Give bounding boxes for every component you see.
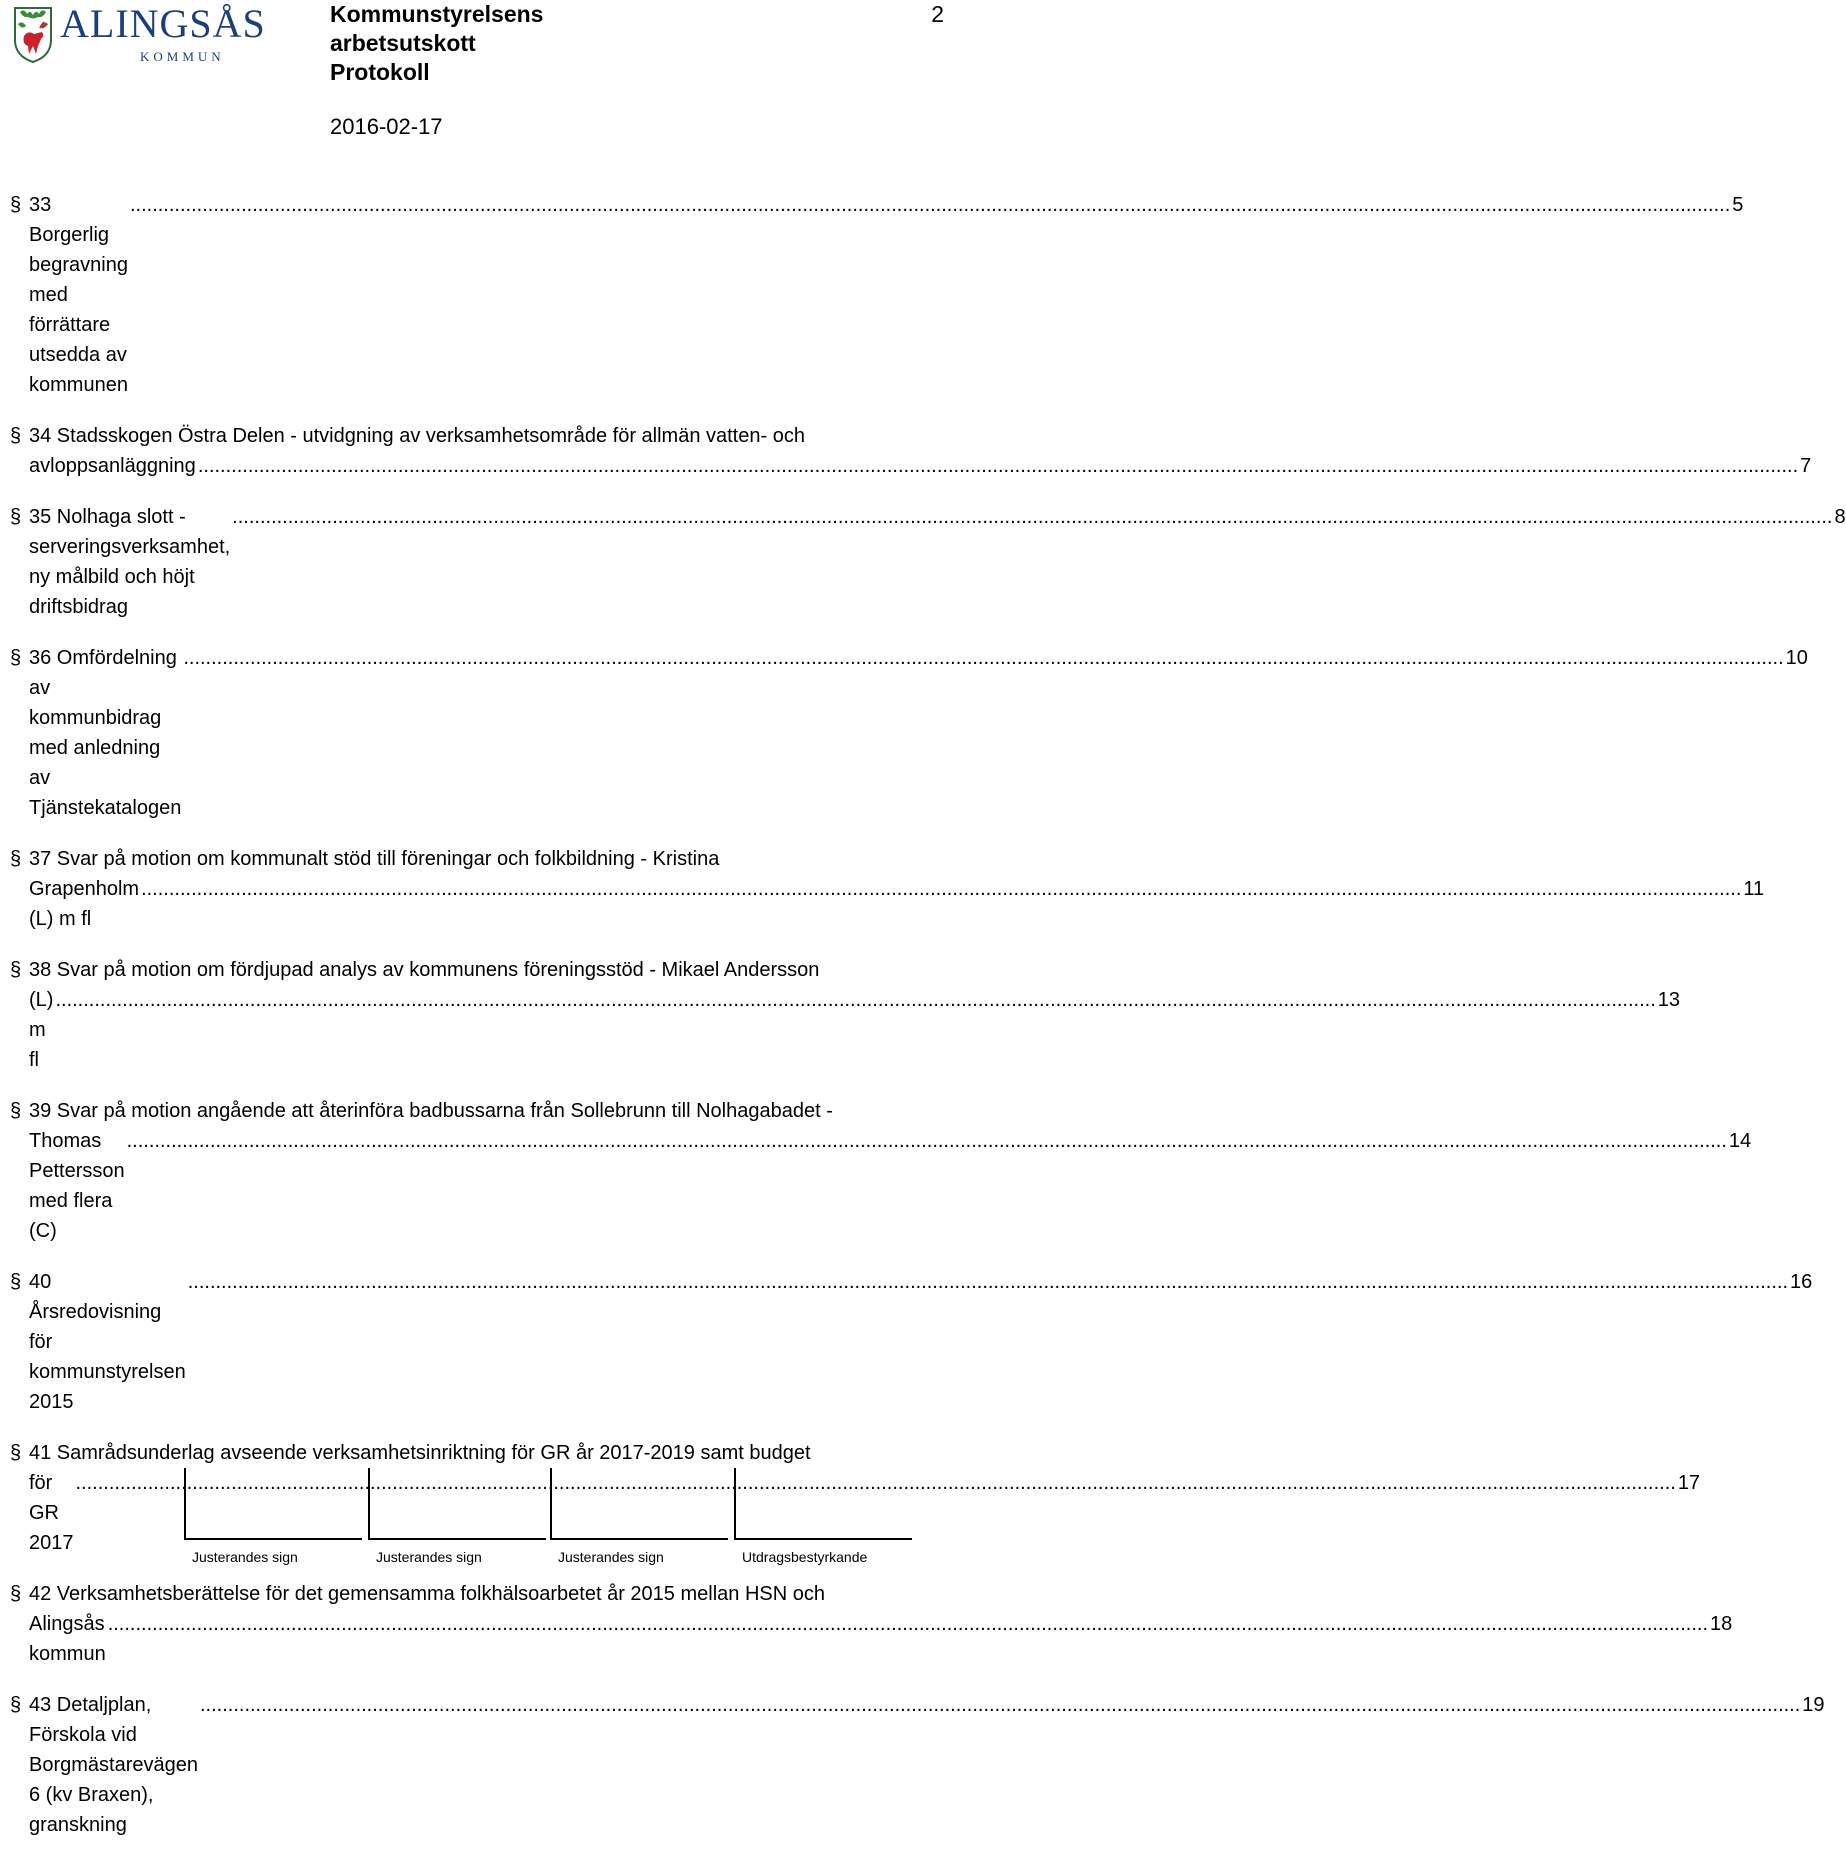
toc-entry-text: 40 Årsredovisning för kommunstyrelsen 2015: [29, 1267, 186, 1417]
toc-entry-text: Grapenholm (L) m fl: [29, 874, 139, 934]
signature-divider: [368, 1468, 370, 1538]
toc-entry-body: [29, 1267, 1812, 1417]
toc-entry[interactable]: [10, 955, 1681, 1075]
toc-entry-text: Thomas Pettersson med flera (C): [29, 1126, 125, 1246]
toc-leader-line: [29, 1690, 1825, 1840]
section-mark-icon: §: [10, 848, 22, 870]
dot-leader: [198, 451, 1798, 481]
toc-page-number: 5: [1732, 194, 1744, 216]
section-mark-icon: §: [10, 194, 22, 216]
toc-entry-text: för GR 2017: [29, 1468, 74, 1558]
toc-entry-text: 37 Svar på motion om kommunalt stöd till föreningar och folkbildning - Kristina: [29, 848, 720, 870]
signature-divider: [734, 1468, 736, 1538]
toc-entry-body: [29, 502, 1846, 622]
toc-entry[interactable]: [10, 421, 1812, 481]
toc-entry[interactable]: [10, 1267, 1813, 1417]
certification-box: [734, 1468, 914, 1587]
signature-box: [550, 1468, 730, 1587]
dot-leader: [108, 1609, 1708, 1639]
toc-entry-body: [29, 1690, 1825, 1840]
toc-entry-body: [29, 844, 1764, 934]
logo-wordmark: ALINGSÅS: [60, 1, 266, 46]
signature-box: [184, 1468, 364, 1587]
signature-divider: [184, 1468, 186, 1538]
section-mark-icon: §: [10, 506, 22, 528]
dot-leader: [130, 190, 1730, 220]
toc-entry-text: 35 Nolhaga slott - serveringsverksamhet, ny målbild och höjt driftsbidrag: [29, 502, 230, 622]
toc-page-number: 7: [1800, 455, 1812, 477]
toc-entry-body: [29, 643, 1808, 823]
dot-leader: [232, 502, 1832, 532]
signature-divider: [550, 1468, 552, 1538]
toc-entry-text: 43 Detaljplan, Förskola vid Borgmästarevägen 6 (kv Braxen), granskning: [29, 1690, 198, 1840]
signature-label: Justerandes sign: [192, 1549, 298, 1565]
signature-line: [550, 1538, 728, 1540]
signature-line: [184, 1538, 362, 1540]
toc-leader-line: [29, 643, 1808, 823]
toc-entry-text: 42 Verksamhetsberättelse för det gemensamma folkhälsoarbetet år 2015 mellan HSN och: [29, 1583, 825, 1605]
toc-entry-text: 39 Svar på motion angående att återinföra badbussarna från Sollebrunn till Nolhagabadet -: [29, 1100, 833, 1122]
section-mark-icon: §: [10, 647, 22, 669]
toc-page-number: 14: [1728, 1130, 1752, 1152]
toc-page-number: 8: [1834, 506, 1846, 528]
toc-leader-line: [29, 874, 1764, 934]
toc-entry-text: (L) m fl: [29, 985, 53, 1075]
toc-page-number: 10: [1785, 647, 1808, 669]
toc-page-number: 17: [1677, 1472, 1701, 1494]
toc-entry-body: [29, 190, 1743, 400]
section-mark-icon: §: [10, 959, 22, 981]
municipality-logo: [12, 1, 292, 66]
page-number: 2: [931, 1, 944, 27]
section-mark-icon: §: [10, 425, 22, 447]
signature-label: Justerandes sign: [558, 1549, 664, 1565]
toc-page-number: 19: [1802, 1694, 1825, 1716]
signature-box: [368, 1468, 548, 1587]
toc-leader-line: [29, 1267, 1812, 1417]
toc-leader-line: [29, 451, 1811, 481]
toc-entry-text: 41 Samrådsunderlag avseende verksamhetsinriktning för GR år 2017-2019 samt budget: [29, 1442, 811, 1464]
section-mark-icon: §: [10, 1100, 22, 1122]
toc-entry-body: [29, 421, 1811, 481]
toc-entry[interactable]: [10, 1096, 1752, 1246]
signature-line: [368, 1538, 546, 1540]
toc-entry[interactable]: [10, 1579, 1733, 1669]
section-mark-icon: §: [10, 1271, 22, 1293]
signature-footer: [30, 1468, 940, 1587]
table-of-contents: [10, 190, 1846, 1861]
dot-leader: [200, 1690, 1800, 1720]
toc-entry-body: [29, 955, 1680, 1075]
title-line: Protokoll: [330, 59, 430, 85]
toc-leader-line: [29, 985, 1680, 1075]
dot-leader: [55, 985, 1655, 1015]
section-mark-icon: §: [10, 1583, 22, 1605]
toc-page-number: 16: [1790, 1271, 1813, 1293]
toc-entry-text: avloppsanläggning: [29, 451, 196, 481]
toc-entry-text: Alingsås kommun: [29, 1609, 106, 1669]
toc-entry[interactable]: [10, 190, 1744, 400]
toc-entry-text: 33 Borgerlig begravning med förrättare utsedda av kommunen: [29, 190, 128, 400]
toc-leader-line: [29, 1609, 1732, 1669]
title-line: arbetsutskott: [330, 30, 476, 56]
toc-page-number: 11: [1743, 878, 1765, 900]
coat-of-arms-icon: [12, 6, 54, 64]
document-title: [330, 0, 543, 87]
toc-page-number: 18: [1710, 1613, 1733, 1635]
toc-page-number: 13: [1657, 989, 1681, 1011]
toc-entry[interactable]: [10, 643, 1808, 823]
dot-leader: [183, 643, 1783, 673]
toc-entry[interactable]: [10, 502, 1846, 622]
signature-label: Justerandes sign: [376, 1549, 482, 1565]
toc-entry[interactable]: [10, 1690, 1825, 1840]
section-mark-icon: §: [10, 1442, 22, 1464]
toc-leader-line: [29, 502, 1846, 622]
logo-subtitle: KOMMUN: [140, 49, 225, 64]
toc-entry-text: 36 Omfördelning av kommunbidrag med anledning av Tjänstekatalogen: [29, 643, 181, 823]
document-date: 2016-02-17: [330, 114, 443, 139]
dot-leader: [141, 874, 1741, 904]
toc-entry-body: [29, 1579, 1732, 1669]
dot-leader: [188, 1267, 1788, 1297]
toc-entry-body: [29, 1096, 1751, 1246]
signature-line: [734, 1538, 912, 1540]
toc-entry-text: 34 Stadsskogen Östra Delen - utvidgning av verksamhetsområde för allmän vatten- och: [29, 425, 805, 447]
toc-leader-line: [29, 1126, 1751, 1246]
toc-entry-text: 38 Svar på motion om fördjupad analys av kommunens föreningsstöd - Mikael Andersson: [29, 959, 820, 981]
section-mark-icon: §: [10, 1694, 22, 1716]
dot-leader: [127, 1126, 1727, 1156]
certification-label: Utdragsbestyrkande: [742, 1549, 868, 1565]
toc-leader-line: [29, 190, 1743, 400]
toc-entry[interactable]: [10, 844, 1765, 934]
title-line: Kommunstyrelsens: [330, 1, 544, 27]
